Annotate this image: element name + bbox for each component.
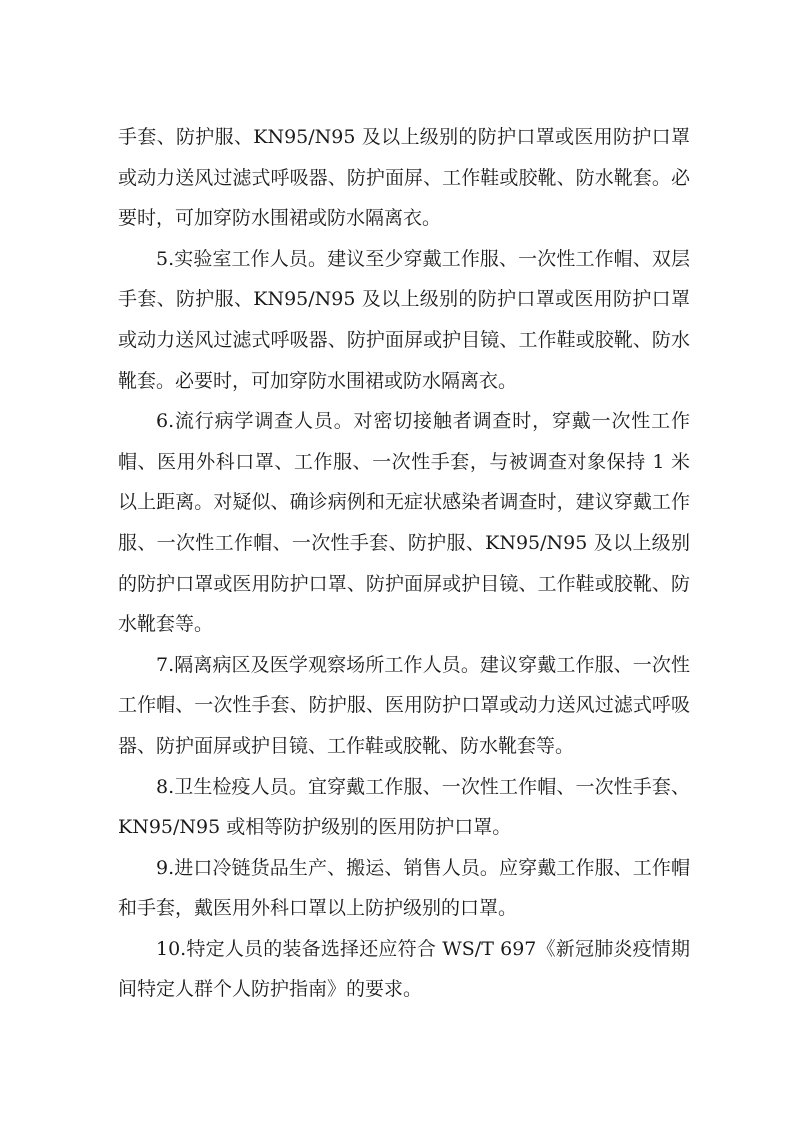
paragraph-item-8: 8.卫生检疫人员。宜穿戴工作服、一次性工作帽、一次性手套、KN95/N95 或相等防护级别的医用防护口罩。	[118, 775, 690, 839]
paragraph-item-9: 9.进口冷链货品生产、搬运、销售人员。应穿戴工作服、工作帽和手套，戴医用外科口罩以上防护级别的口罩。	[118, 856, 690, 920]
paragraph-item-5: 5.实验室工作人员。建议至少穿戴工作服、一次性工作帽、双层手套、防护服、KN95/N95 及以上级别的防护口罩或医用防护口罩或动力送风过滤式呼吸器、防护面屏或护目镜、工作鞋或胶靴、防水靴套。必要时，可加穿防水围裙或防水隔离衣。	[118, 247, 690, 392]
paragraph-item-7: 7.隔离病区及医学观察场所工作人员。建议穿戴工作服、一次性工作帽、一次性手套、防护服、医用防护口罩或动力送风过滤式呼吸器、防护面屏或护目镜、工作鞋或胶靴、防水靴套等。	[118, 653, 690, 757]
paragraph-item-6: 6.流行病学调查人员。对密切接触者调查时，穿戴一次性工作帽、医用外科口罩、工作服、一次性手套，与被调查对象保持 1 米以上距离。对疑似、确诊病例和无症状感染者调查时，建议穿戴工作服、一次性工作帽、一次性手套、防护服、KN95/N95 及以上级别的防护口罩或医用防护口罩、防护面屏或护目镜、工作鞋或胶靴、防水靴套等。	[118, 410, 690, 636]
paragraph-continued: 手套、防护服、KN95/N95 及以上级别的防护口罩或医用防护口罩或动力送风过滤式呼吸器、防护面屏、工作鞋或胶靴、防水靴套。必要时，可加穿防水围裙或防水隔离衣。	[118, 126, 690, 230]
document-body	[118, 117, 690, 1010]
paragraph-item-10: 10.特定人员的装备选择还应符合 WS/T 697《新冠肺炎疫情期间特定人群个人防护指南》的要求。	[118, 937, 690, 1001]
